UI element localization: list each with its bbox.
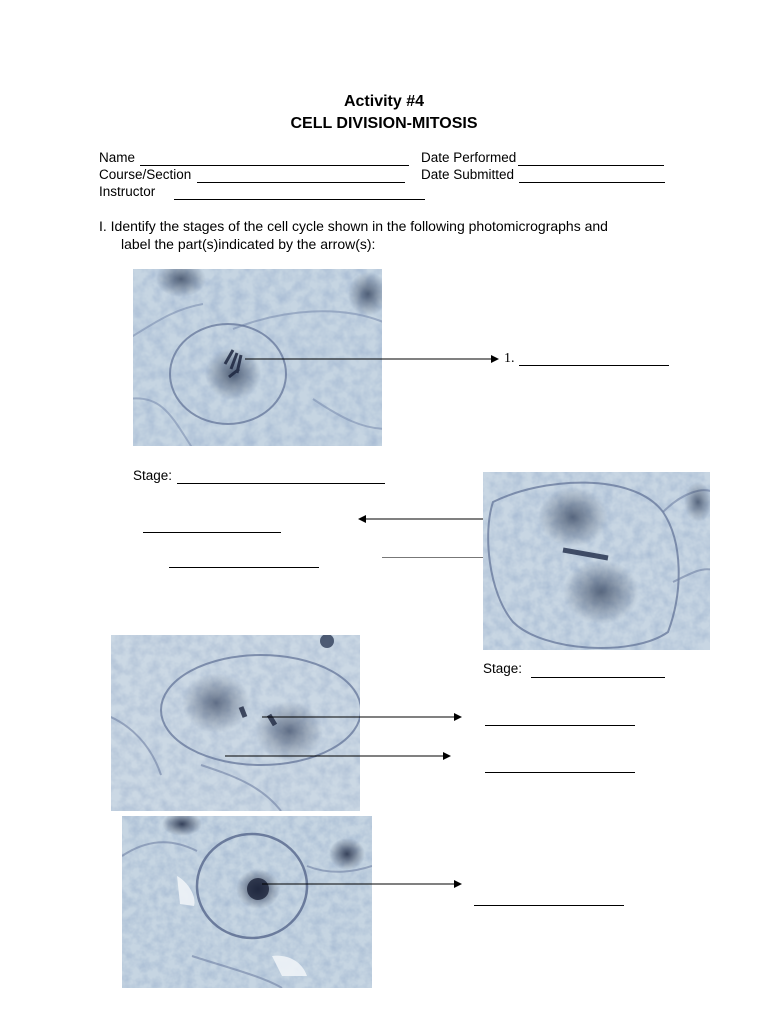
answer-blank-a1[interactable] [143,532,281,533]
item-1-blank[interactable] [519,365,669,366]
arrow-1 [245,352,499,366]
stage-a-blank[interactable] [177,483,385,484]
answer-blank-b2[interactable] [485,772,635,773]
answer-blank-c1[interactable] [474,905,624,906]
stage-b-label: Stage: [483,661,523,676]
date-performed-blank[interactable] [518,165,664,166]
arrow-3 [262,710,462,724]
course-section-label: Course/Section [99,167,192,182]
stage-a-label: Stage: [133,468,173,483]
date-submitted-label: Date Submitted [421,167,515,182]
item-1-label: 1. [504,351,515,366]
instructor-blank[interactable] [174,199,425,200]
course-section-blank[interactable] [197,182,405,183]
arrow-4 [225,749,451,763]
date-performed-label: Date Performed [421,150,517,165]
page-title: CELL DIVISION-MITOSIS [290,115,478,132]
micrograph-2 [483,472,710,650]
stage-b-blank[interactable] [531,677,665,678]
instruction-line-1: I. Identify the stages of the cell cycle shown in the following photomicrographs and [99,218,608,234]
instructor-label: Instructor [99,184,156,199]
answer-blank-b1[interactable] [485,725,635,726]
date-submitted-blank[interactable] [519,182,665,183]
name-label: Name [99,150,136,165]
instruction-line-2: label the part(s)indicated by the arrow(s): [121,236,376,252]
micrograph-4 [122,816,372,988]
activity-number: Activity #4 [343,93,425,110]
arrow-5 [262,877,462,891]
name-blank[interactable] [140,165,409,166]
answer-blank-a2[interactable] [169,567,319,568]
